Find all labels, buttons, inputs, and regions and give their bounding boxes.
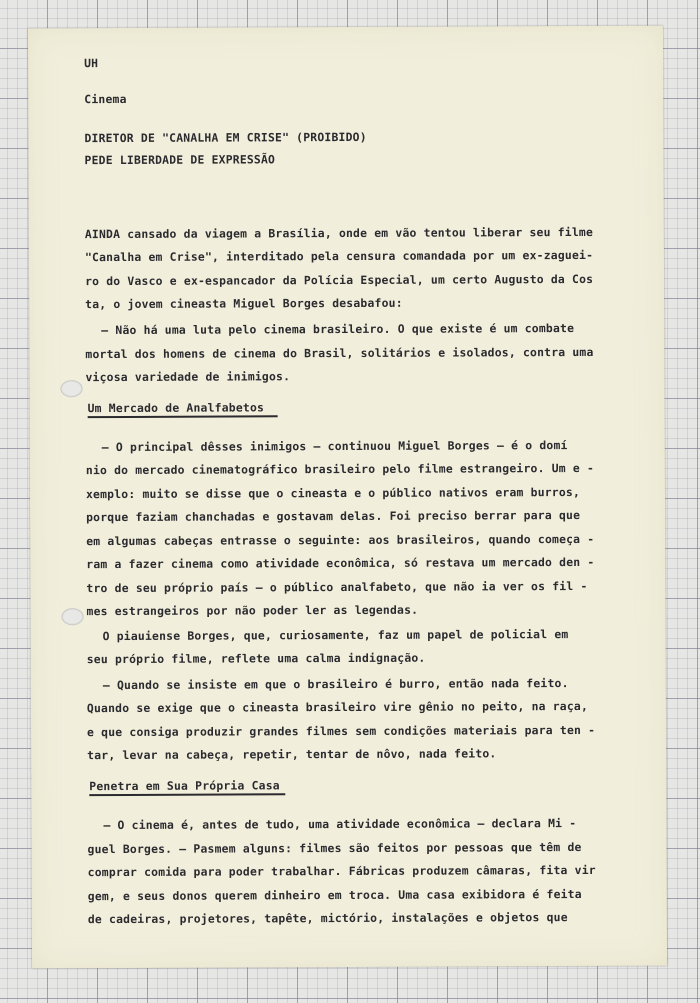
subhead-mercado: Um Mercado de Analfabetos [88, 400, 278, 418]
body-line: mortal dos homens de cinema do Brasil, solitários e isolados, contra uma [85, 344, 594, 362]
body-line: xemplo: muito se disse que o cineasta e o público nativos eram burros, [85, 484, 581, 502]
body-line: Quando se exige que o cineasta brasileiro vire gênio no peito, na raça, [86, 698, 589, 716]
body-line: "Canalha em Crise", interditado pela censura comandada por um ex-zaguei- [84, 247, 594, 265]
body-line: — O principal dêsses inimigos — continuou Miguel Borges — é o domí [101, 438, 568, 455]
punch-hole [61, 608, 83, 625]
punch-hole [60, 380, 82, 397]
headline-line: PEDE LIBERDADE DE EXPRESSÃO [84, 152, 276, 168]
body-line: ta, o jovem cineasta Miguel Borges desabafou: [85, 295, 403, 312]
body-line: e que consiga produzir grandes filmes sem condições materiais para ten - [86, 722, 596, 740]
body-line: em algumas cabeças entrasse o seguinte: aos brasileiros, quando começa - [86, 531, 595, 549]
body-line: tro de seu próprio país — o público analfabeto, que não ia ver os fil - [86, 578, 588, 596]
body-line: viçosa variedade de inimigos. [85, 369, 291, 385]
body-line: — Não há uma luta pelo cinema brasileiro. O que existe é um combate [101, 321, 575, 338]
body-line: seu próprio filme, reflete uma calma indignação. [86, 650, 426, 667]
body-line: mes estrangeiros por não poder ler as legendas. [86, 602, 419, 619]
headline-line: DIRETOR DE "CANALHA EM CRISE" (PROIBIDO) [84, 129, 367, 146]
body-line: de cadeiras, projetores, tapête, mictório, instalações e objetos que [87, 910, 568, 927]
body-line: ro do Vasco e ex-espancador da Polícia Especial, um certo Augusto da Cos [85, 271, 594, 289]
header-tag: UH [84, 56, 99, 71]
page-text [84, 54, 654, 927]
body-line: O piauiense Borges, que, curiosamente, faz um papel de policial em [102, 627, 569, 644]
body-line: AINDA cansado da viagem a Brasília, onde em vão tentou liberar seu filme [84, 224, 594, 242]
typewritten-page [28, 26, 667, 969]
body-line: porque faziam chanchadas e gostavam delas. Foi preciso berrar para que [86, 507, 581, 525]
section-label: Cinema [84, 91, 127, 107]
body-line: guel Borges. — Pasmem alguns: filmes são feitos por pessoas que têm de [87, 839, 582, 857]
body-line: gem, e seus donos querem dinheiro em troca. Uma casa exibidora é feita [87, 886, 582, 904]
body-line: nio do mercado cinematográfico brasileiro pelo filme estrangeiro. Um e - [85, 460, 595, 478]
body-line: comprar comida para poder trabalhar. Fábricas produzem câmaras, fita vir [87, 862, 596, 880]
body-line: tar, levar na cabeça, repetir, tentar de nôvo, nada feito. [87, 746, 497, 763]
body-line: — O cinema é, antes de tudo, uma atividade econômica — declara Mi - [103, 816, 577, 833]
body-line: ram a fazer cinema como atividade econômica, só restava um mercado den - [86, 554, 595, 572]
body-line: — Quando se insiste em que o brasileiro é burro, então nada feito. [102, 676, 569, 693]
subhead-penetra: Penetra em Sua Própria Casa [89, 778, 285, 796]
